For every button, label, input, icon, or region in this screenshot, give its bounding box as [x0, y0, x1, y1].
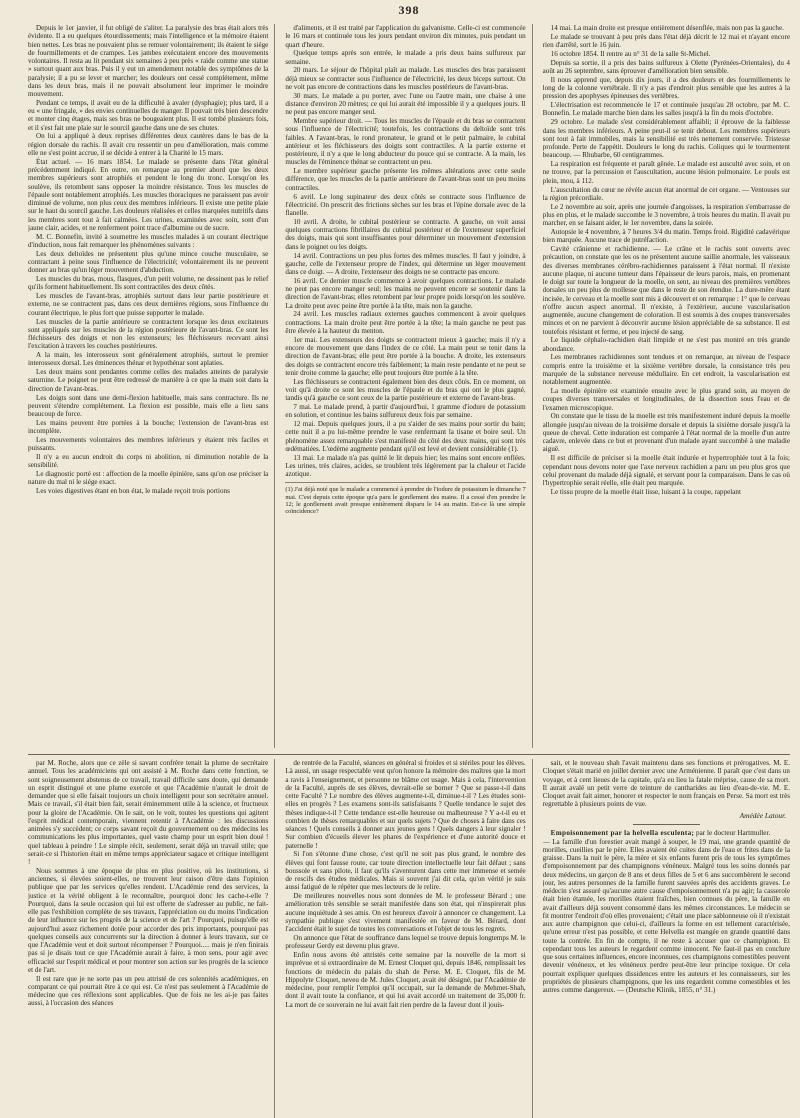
paragraph: Quelque temps après son entrée, le malade a pris deux bains sulfureux par semaine. [285, 49, 526, 66]
paragraph: 1er mai. Les extenseurs des doigts se contractent mieux à gauche; mais il n'y a encore de mouvement que dans l'index de ce côté. La main peut se tenir dans la direction de l'avant-bras; elle peut être portée à la bouche. A droite, les extenseurs des doigts se contractent encore très faiblement; la main reste pendante et ne peut se tenir droite comme la gauche; elle peut toujours être portée à la tête. [285, 335, 526, 377]
paragraph: On lui a appliqué à deux reprises différentes deux cautères dans le bas de la région dorsale du rachis. Il avait cru ressentir un peu d'amélioration, mais comme elle ne s'est point accrue, il se décide à entrer à la Charité le 15 mars. [28, 132, 269, 157]
paragraph: 16 avril. Ce dernier muscle commence à avoir quelques contractions. Le malade ne peut pas encore manger seul; les mains ne peuvent encore se soutenir dans la direction de l'avant-bras; elles retombent par leur propre poids lorsqu'on les soulève. La droite peut avec peine être portée à la tête, mais non la gauche. [285, 276, 526, 310]
paragraph: Il n'y a eu aucun endroit du corps ni abolition, ni diminution notable de la sensibilité. [28, 453, 269, 470]
paragraph: 13 mai. Le malade n'a pas quitté le lit depuis hier; les mains sont encore enflées. Les urines, très claires, acides, se troublent très légèrement par la chaleur et l'acide azotique. [285, 453, 526, 479]
author-signature: Amédée Latour. [739, 810, 786, 820]
paragraph: Il nous apprend que, depuis dix jours, il a des douleurs et des fourmillements le long de la colonne vertébrale. Il n'y a pas d'endroit plus sensible que les autres à la pression des apophyses épineuses des vertèbres. [542, 75, 790, 101]
page-header [28, 3, 790, 18]
paragraph: Les muscles de la partie antérieure se contractent lorsque les deux excitateurs sont appliqués sur les muscles de la région postérieure de l'avant-bras. Ce sont les fléchisseurs des doigts et non les extenseurs; les fléchisseurs recevant ainsi l'excitation à travers les couches postérieures. [28, 317, 269, 351]
paragraph: La moelle épinière est examinée ensuite avec le plus grand soin, au moyen de coupes diverses transversales et longitudinales, de la dissection sous l'eau et de l'examen microscopique. [542, 387, 790, 412]
paragraph: Le liquide céphalo-rachidien était limpide et ne s'est pas montré en très grande abondance. [542, 336, 790, 353]
paragraph: Le malade se trouvant à peu près dans l'état déjà décrit le 12 mai et n'ayant encore rien d'arrêté, sort le 16 juin. [542, 32, 790, 50]
poisoning-title-author: par le docteur Hartmuller. [694, 828, 771, 837]
bottom-column-2 [285, 759, 532, 1118]
paragraph: 16 octobre 1854. Il rentre au n° 31 de la salle St-Michel. [550, 49, 711, 58]
paragraph: 30 mars. Le malade a pu porter, avec l'une ou l'autre main, une chaise à une distance d'environ 20 mètres; ce qui lui aurait été impossible il y a quelques jours. Il ne peut pas encore manger seul. [285, 91, 526, 117]
top-column-3 [543, 24, 790, 748]
footnote [285, 482, 525, 515]
paragraph: La respiration est fréquente et paraît gênée. Le malade est ausculté avec soin, et on ne trouve, par la percussion et l'auscultation, aucune lésion pulmonaire. Le pouls est plein, mou, à 112. [542, 160, 790, 185]
paragraph: Autopsie le 4 novembre, à 7 heures 3/4 du matin. Temps froid. Rigidité cadavérique bien marquée. Aucune trace de putréfaction. [542, 227, 790, 245]
paragraph: d'aliments, et il est traité par l'application du galvanisme. Celle-ci est commencée le 16 mars et continuée tous les jours pendant environ dix minutes, puis pendant un quart d'heure. [285, 24, 526, 49]
paragraph: De meilleures nouvelles nous sont données de M. le professeur Bérard ; une amélioration très sensible se serait manifestée dans son état, qui n'inspirerait plus aucune inquiétude à ses amis. On est heureux d'avoir à annoncer ce changement. La sympathie publique s'est vivement manifestée en faveur de M. Bérard, dont l'accident était le sujet de toutes les conversations et l'objet de tous les regrets. [285, 892, 526, 934]
paragraph: L'électrisation est recommencée le 17 et continuée jusqu'au 28 octobre, par M. C. Bonnefin. Le malade marche bien dans les salles jusqu'à la fin du mois d'octobre. [542, 101, 790, 118]
paragraph: Les voies digestives étant en bon état, le malade reçoit trois portions [36, 487, 230, 496]
paragraph: Les membranes rachidiennes sont tendues et on remarque, au niveau de l'espace compris entre la troisième et la sixième vertèbre dorsale, la consistance très peu marquée de la substance nerveuse médullaire. En cet endroit, la vascularisation est notablement augmentée. [542, 353, 790, 387]
paragraph: Les muscles du bras, mous, flasques, d'un petit volume, ne dessinent pas le relief qu'ils forment habituellement. Ils sont contractiles des deux côtés. [28, 275, 269, 292]
paragraph: Depuis le 1er janvier, il fut obligé de s'aliter. La paralysie des bras était alors très évidente. Il a eu quelques étourdissements; mais l'intelligence et la mémoire étaient bien nettes. Les bras ne pouvaient plus se remuer volontairement; ils étaient le siége de fourmillements et de crampes. Les jambes exécutaient encore des mouvements volontaires. Il resta au lit pendant six semaines à peu près « raide comme une statue » surtout quant aux bras. Puis il y eut un amendement notable des symptômes de la paralysie; il a pu se lever et marcher; les douleurs ont cessé complétement, même dans les deux bras, mais il ne pouvait absolument leur imprimer le moindre mouvement. [28, 24, 269, 98]
paragraph: Depuis sa sortie, il a pris des bains sulfureux à Olette (Pyrénées-Orientales), du 4 août au 26 septembre, sans éprouver d'amélioration bien sensible. [542, 58, 790, 76]
paragraph: 20 mars. Le séjour de l'hôpital plaît au malade. Les muscles des bras paraissent déjà mieux se contracter sous l'influence de l'électricité, les deux biceps surtout. On ne voit pas encore de contractions dans les muscles postérieurs de l'avant-bras. [285, 66, 526, 91]
footnote-text: (1) J'ai déjà noté que le malade a commencé à prendre de l'iodure de potassium le dimanche 7 mai. C'est depuis cette époque qu'a paru le gonflement des mains. Il a cessé d'en prendre le 12; le gonflement avait presque entièrement disparu le 14 au matin. Est-ce là une simple coïncidence? [285, 486, 526, 516]
paragraph: Les deux deltoïdes ne présentent plus qu'une mince couche musculaire, se contractant à peine sous l'influence de l'électricité; volontairement ils ne peuvent donner au bras qu'un léger mouvement d'abduction. [28, 249, 269, 275]
paragraph: — La famille d'un forestier avait mangé à souper, le 19 mai, une grande quantité de morilles, cueillies par le père. Elles avaient été cuites dans de l'eau et frites dans de la graisse. Dans la nuit le père, la mère et six enfants furent pris de tous les symptômes d'empoisonnement par des champignons vénéneux. Malgré tous les soins donnés par deux médecins, un garçon de 8 ans et deux filles de 5 et 6 ans succombèrent le second jour, les autres personnes de la famille furent sauvées après des accidents graves. Le médecin s'est assuré qu'aucune autre cause d'empoisonnement n'a pu agir; la casserole était bien étamée, les morilles étaient fraîches, bien connues du père, la famille en avait d'ailleurs déjà souvent consommé dans les mêmes circonstances. Le médecin se fit montrer l'endroit d'où elles provenaient; c'était une place sablonneuse où il n'existait aux autre champignon que celui-ci, d'ailleurs la forme en est tellement caractérisée, qu'une erreur n'est pas possible, et cette Helvella est mangée en grande quantité dans toute la contrée. En fin de compte, il ne reste à accuser que ce champignon. Et cependant tous les auteurs le regardent comme innocent. Ne faut-il pas en conclure que sous certaines influences, encore inconnues, ces champignons comestibles peuvent devenir vénéneux, et les vénéneux perdre peut-être leur principe toxique. Or cela pourrait expliquer quelques dissidences entre les auteurs et les connaisseurs, sur les propriétés de plusieurs champignons, que les uns regardent comme comestibles et les autres comme dangereux. — (Deutsche Klinik, 1855, n° 31.) [542, 837, 790, 994]
paragraph: Le diagnostic porté est : affection de la moelle épinière, sans qu'on ose préciser la nature du mal ni le siége exact. [28, 470, 269, 487]
paragraph: Les deux mains sont pendantes comme celles des malades atteints de paralysie saturnine. Le poignet ne peut être redressé de manière à ce que la main soit dans la direction de l'avant-bras. [28, 368, 269, 393]
paragraph: de rentrée de la Faculté, séances en général si froides et si stériles pour les élèves. Là aussi, un usage respectable veut qu'on honore la mémoire des maîtres que la mort a ravis à l'enseignement, et personne ne blâme cet usage. Mais à cela, l'intervention de la Faculté, auprès de ses élèves, devrait-elle se borner ? Que se passe-t-il dans cette Faculté ? Le nombre des élèves augmente-t-il, diminue-t-il ? Les études sont-elles en progrès ? Les examens sont-ils satisfaisants ? Quelle tendance le sujet des thèses indique-t-il ? Cette tendance est-elle heureuse ou malheureuse ? Y a-t-il eu et combien de thèses remarquables et sur quels sujets ? Que de choses à faire dans ces séances ! Quels conseils à donner aux jeunes gens ! Quels dangers à leur signaler ! Sur combien d'écueils élever les phares de l'expérience et d'une autorité douce et paternelle ! [285, 759, 526, 850]
paragraph: Nous sommes à une époque de plus en plus positive, où les institutions, si anciennes, si élevées soient-elles, ne trouvent leur raison d'être dans l'opinion publique que par les services qu'elles rendent. L'Académie rend des services, la justice et la vérité obligent à le reconnaître, pourquoi donc les cache-t-elle ? Pourquoi, dans la seule occasion qui lui est offerte de s'adresser au public, ne fait-elle pas l'exhibition complète de ses travaux, l'appréciation ou du moins l'indication de leur influence sur les progrès de la science et de l'art ? Pourquoi, puisqu'elle est aujourd'hui assez richement dotée pour accorder des prix importants, pourquoi pas quelques conseils aux concurrents sur la direction à donner à leurs travaux, sur ce que l'Académie veut et doit surtout récompenser ? Pourquoi..... mais je n'en finirais pas si je disais tout ce que l'Académie aurait à faire, à mon sens, pour agir avec efficacité sur l'esprit médical et pour montrer son action sur les progrès de la science et de l'art. [28, 866, 269, 974]
paragraph: par M. Roche, alors que ce zèle si savant confrère tenait la plume de secrétaire annuel. Tous les académiciens qui ont assisté à M. Roche dans cette fonction, se sont soigneusement abstenus de ce travail, travail difficile sans doute, qui demande un esprit distingué et une plume exercée et que l'Académie n'aurait le droit de demander que si elle faisait toujours un choix intelligent pour son secrétaire annuel. Mais ce travail, s'il était bien fait, serait éminemment utile à la science, et fructueux pour la gloire de l'Académie. On le sait, on le voit, toutes les questions qui agitent l'esprit médical contemporain, viennent retentir à l'Académie : les discussions animées s'y succèdent; ce corps savant reçoit du gouvernement ou des médecins les communications les plus importantes, quel vaste champ pour un esprit bien doué ! quel tableau à peindre ! Le simple récit, seulement, serait déjà un travail utile; que serait-ce si l'historien était en même temps appréciateur sagace et critique intelligent ! [28, 759, 269, 866]
paragraph: Le 2 novembre au soir, après une journée d'angoisses, la respiration s'embarrasse de plus en plus, et le malade succombe le 3 novembre, à trois heures du matin. Il avait pu marcher, en se faisant aider, le 1er novembre, dans la soirée. [542, 202, 790, 228]
paragraph: 7 mai. Le malade prend, à partir d'aujourd'hui, 1 gramme d'iodure de potassium en solution, et continue les bains sulfureux deux fois par semaine. [285, 402, 526, 420]
paragraph: 6 avril. Le long supinateur des deux côtés se contracte sous l'influence de l'électricité. On prescrit des frictions sèches sur les bras et l'épine dorsale avec de la flanelle. [285, 192, 526, 218]
paragraph: 12 mai. Depuis quelques jours, il a pu s'aider de ses mains pour sortir du bain; cette nuit il a pu lui-même prendre le vase renfermant la tisane et boire seul. Un phénomène assez remarquable s'est manifesté du côté des deux mains, qui sont très œdématiées. L'œdème augmente pendant qu'il est levé et devient considérable (1). [285, 420, 526, 453]
paragraph: Les muscles de l'avant-bras, atrophiés surtout dans leur partie postérieure et externe, ne se contractent pas, dans ces deux dernières régions, sous l'influence du courant électrique, le plus fort que puisse supporter le malade. [28, 292, 269, 317]
paragraph: 24 avril. Les muscles radiaux externes gauches commencent à avoir quelques contractions. La main droite peut être portée à la tête; la main gauche ne peut pas être élevée à la hauteur du menton. [285, 310, 526, 335]
paragraph: M. C. Bonnefin, invité à soumettre les muscles malades à un courant électrique d'induction, nous fait remarquer les phénomènes suivants : [28, 232, 269, 249]
paragraph: Il est rare que je ne sorte pas un peu attristé de ces solennités académiques, en comparant ce qui pourrait être à ce qui est. Ce n'est pas seulement à l'Académie de médecine que ces réflexions sont applicables. Que de fois ne les ai-je pas faites aussi, à l'occasion des séances [28, 974, 269, 1008]
poisoning-title-caps: Empoisonnement par la helvella esculenta; [550, 828, 695, 837]
paragraph: Enfin nous avons été attristés cette semaine par la nouvelle de la mort si imprévue et si extraordinaire de M. Ernest Cloquet qui, depuis 1846, remplissait les fonctions de médecin du palais du shah de Perse. M. E. Cloquet, fils de M. Hippolyte Cloquet, neveu de M. Jules Cloquet, avait été désigné, par l'Académie de médecine, pour remplir l'emploi qu'il occupait, sur la demande de Mehmet-Shah, dont il avait toute la confiance, et qui lui avait accordé un traitement de 35,000 fr. La mort de ce souverain ne lui avait fait rien perdre de la faveur dont il jouis- [285, 951, 526, 1009]
paragraph: On annonce que l'état de souffrance dans lequel se trouve depuis longtemps M. le professeur Gerdy est devenu plus grave. [285, 934, 526, 951]
page-number: 398 [398, 3, 420, 17]
paragraph: Les doigts sont dans une demi-flexion habituelle, mais sans contracture. Ils ne peuvent s'étendre complétement. La flexion est possible, mais elle a lieu sans beaucoup de force. [28, 393, 269, 419]
paragraph: Il est difficile de préciser si la moelle était indurée et hypertrophiée tout à la fois; cependant nous devons noter que l'axe nerveux rachidien a paru un peu plus gros que celui provenant du malade déjà signalé, et servant pour la comparaison. Dans le cas où l'hypertrophie serait réelle, elle était peu marquée. [542, 454, 790, 487]
poisoning-article-title [543, 829, 790, 837]
paragraph: Pendant ce temps, il avait eu de la difficulté à avaler (dysphagie); plus tard, il a eu « une fringale, » des envies continuelles de manger. Il pouvait très bien descendre et monter cinq étages, mais ses bras ne bougeaient plus. Il est tombé plusieurs fois, et il s'est fait une plaie sur le sourcil gauche dans une de ses chutes. [28, 98, 269, 132]
paragraph: Les fléchisseurs se contractent également bien des deux côtés. En ce moment, on voit qu'à droite ce sont les muscles de l'épaule et du bras qui ont le plus gagné, tandis qu'à gauche ce sont ceux de la partie postérieure et externe de l'avant-bras. [285, 377, 526, 403]
paragraph: 14 mai. La main droite est presque entièrement désenflée, mais non pas la gauche. [550, 24, 784, 32]
top-article [28, 24, 790, 748]
bottom-column-3 [543, 759, 790, 1118]
paragraph: État actuel. — 16 mars 1854. Le malade se présente dans l'état général précédemment indiqué. En outre, on remarque au premier abord que les deux membres supérieurs sont atrophiés et pendent le long du tronc. Lorsqu'on les soulève, ils retombent sans opposer la moindre résistance. Tous les muscles de l'épaule sont notablement atrophiés. Les muscles thoraciques ne paraissent pas avoir diminué de volume, non plus ceux des membres inférieurs. Il existe une petite plaie sur le haut du sourcil gauche. Les douleurs réalisées et celles marquées nutritifs dans les membres sont tout à fait calmées. Les urines, examinées avec soin, sont d'un jaune clair, acides, et ne renferment point trace d'albumine ou de sucre. [28, 157, 269, 232]
top-column-1 [28, 24, 275, 748]
paragraph: L'auscultation du cœur ne révèle aucun état anormal de cet organe. — Ventouses sur la région précordiale. [542, 185, 790, 202]
paragraph: 10 avril. A droite, le cubital postérieur se contracte. A gauche, on voit aussi quelques contractions fibrillaires du cubital postérieur et de l'extenseur superficiel des doigts, mais qui sont insuffisantes pour déterminer un mouvement d'extension dans le poignet ou les doigts. [285, 217, 526, 251]
paragraph: Les mains peuvent être portées à la bouche; l'extension de l'avant-bras est incomplète. [28, 418, 269, 436]
bottom-feuilleton [28, 754, 790, 1118]
paragraph: Le tissu propre de la moelle était lisse, luisant à la coupe, rappelant [550, 487, 741, 496]
paragraph: 29 octobre. Le malade s'est considérablement affaibli; il éprouve de la faiblesse dans les membres inférieurs. A peine peut-il se tenir debout. Les membres supérieurs sont tout à fait immobiles, mais la sensibilité est très nettement conservée. Tristesse profonde. Perte de l'appétit. Douleurs le long du rachis. Coliques qui le tourmentent beaucoup. — Rhubarbe, 60 centigrammes. [542, 118, 790, 160]
paragraph: Cavité crânienne et rachidienne. — Le crâne et le rachis sont ouverts avec précaution, on constate que les os ne présentent aucune saillie anormale, les vaisseaux des diverses membranes cérébro-rachidiennes paraissent à l'état normal. Il n'existe aucune plaque, ni aucune tumeur dans l'épaisseur de leurs parois, mais, en promenant le doigt sur toute la longueur de la moelle, on sent, au niveau des premières vertèbres dorsales un peu plus de mollesse que dans le reste de son étendue. La dure-mère étant incisée, le cerveau et la moelle sont mis à découvert et on remarque : 1° que le cerveau n'offre aucun aspect anormal. Il n'existe, à l'extérieur, aucune vascularisation augmentée, aucune changement de coloration. Il est soumis à des coupes transversales minces et on ne parvient à découvrir aucune lésion appréciable de sa substance. Il est toutefois résistant et ferme, et peu injecté de sang. [542, 245, 790, 336]
paragraph: On constate que le tissu de la moelle est très manifestement induré depuis la moelle allongée jusqu'au niveau de la troisième dorsale et depuis la sixième dorsale jusqu'à la queue de cheval. Cette induration est comparée à l'état normal de la moelle d'un autre cadavre, enlevée dans ce but et provenant d'un malade ayant succombé à une maladie aiguë. [542, 412, 790, 454]
paragraph: Le membre supérieur gauche présente les mêmes altérations avec cette seule différence, que les muscles de la partie antérieure de l'avant-bras sont un peu moins contractiles. [285, 167, 526, 192]
paragraph: A la main, les interosseux sont généralement atrophiés, surtout le premier interosseux dorsal. Les éminences thénar et hypothénar sont aplaties. [28, 351, 269, 368]
paragraph: Les mouvements volontaires des membres inférieurs y étaient très faciles et puissants. [28, 435, 269, 453]
paragraph: Membre supérieur droit. — Tous les muscles de l'épaule et du bras se contractent sous l'influence de l'électricité; toutefois, les contractions du deltoïde sont très faibles. A l'avant-bras, le rond pronateur, le grand et le petit palmaire, le cubital antérieur et les fléchisseurs des doigts sont contractiles. A la partie externe et postérieure, il n'y a que le long abducteur du pouce qui se contracte. A la main, les muscles de l'éminence thénar se contractent un peu. [285, 117, 526, 167]
top-column-2 [285, 24, 532, 748]
bottom-column-1 [28, 759, 275, 1118]
section-divider [633, 824, 700, 825]
paragraph: 14 avril. Contractions un peu plus fortes des mêmes muscles. Il faut y joindre, à gauche, celle de l'extenseur propre de l'index, qui détermine un léger mouvement dans ce doigt. — A droite, l'extenseur des doigts ne se contracte pas encore. [285, 251, 526, 276]
paragraph: Si l'on s'étonne d'une chose, c'est qu'il ne soit pas plus grand, le nombre des élèves qui font fausse route, car toute direction intellectuelle leur fait défaut ; sans boussole et sans pilote, il faut qu'ils s'aventurent dans cette mer immense et semée de rescifs des études médicales. Mais si souvent j'ai dit cela, qu'on vérité je suis aussi fatigué de le répéter que mes lecteurs de le relire. [285, 850, 526, 892]
paragraph: sait, et le nouveau shah l'avait maintenu dans ses fonctions et prérogatives. M. E. Cloquet s'était marié en juillet dernier avec une Arménienne. Il paraît que c'est dans un voyage, et à cent lieues de la capitale, qu'a eu lieu la fatale méprise, cause de sa mort. Il aurait avalé un petit verre de teinture de cantharides au lieu d'eau-de-vie. M. E. Cloquet avait fait aimer, honorer et respecter le nom français en Perse. Sa mort est très regrettable à plusieurs points de vue. [542, 759, 790, 809]
